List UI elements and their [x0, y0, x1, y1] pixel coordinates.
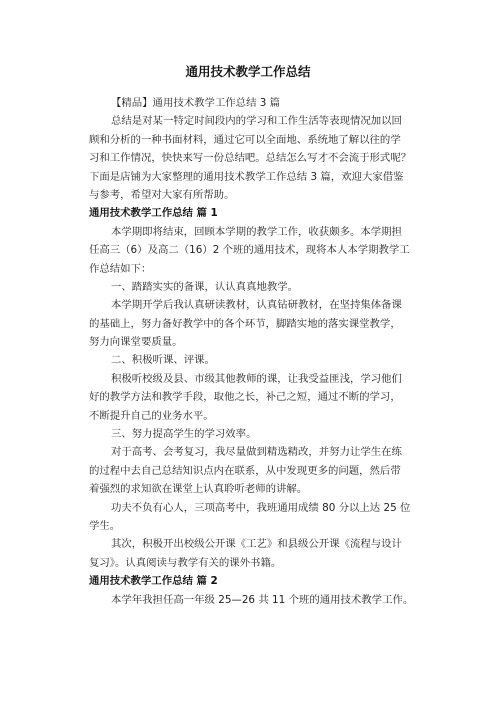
body-text-line: 学生。: [89, 519, 121, 532]
body-text-line: 习和工作情况，快快来写一份总结吧。总结怎么写才不会流于形式呢？: [89, 152, 412, 165]
body-text-line: 任高三（6）及高二（16）2 个班的通用技术，现将本人本学期教学工: [89, 244, 410, 257]
body-text-line: 二、积极听课、评课。: [111, 354, 215, 367]
body-text-line: 作总结如下：: [89, 262, 152, 275]
body-text-line: 本学年我担任高一年级 25—26 共 11 个班的通用技术教学工作。: [111, 593, 414, 606]
body-text-line: 【精品】通用技术教学工作总结 3 篇: [111, 97, 281, 109]
body-text-line: 着强烈的求知欲在课堂上认真聆听老师的讲解。: [89, 483, 308, 496]
body-text-line: 好的教学方法和教学手段，取他之长，补己之短，通过不断的学习，: [89, 391, 401, 404]
body-text-line: 不断提升自己的业务水平。: [89, 409, 214, 422]
body-text-line: 的基础上，努力备好教学中的各个环节，脚踏实地的落实课堂教学，: [89, 317, 401, 330]
body-text-line: 其次，积极开出校级公开课《工艺》和县级公开课《流程与设计: [111, 538, 402, 551]
body-text-line: 顾和分析的一种书面材料，通过它可以全面地、系统地了解以往的学: [89, 133, 401, 146]
body-text-line: 复习》。认真阅读与教学有关的课外书籍。: [89, 556, 282, 569]
section-heading: 通用技术教学工作总结 篇 2: [89, 575, 218, 588]
body-text-line: 的过程中去自己总结知识点内在联系，从中发现更多的问题，然后带: [89, 464, 401, 477]
body-text-line: 努力向课堂要质量。: [89, 336, 183, 349]
body-text-line: 本学期即将结束，回顾本学期的教学工作，收获颇多。本学期担: [111, 225, 402, 238]
body-text-line: 本学期开学后我认真研读教材，认真钻研教材，在坚持集体备课: [111, 299, 402, 312]
body-text-line: 一、踏踏实实的备课，认认真真地教学。: [111, 280, 299, 293]
body-text-line: 与参考，希望对大家有所帮助。: [89, 188, 235, 201]
body-text-line: 积极听校级及县、市级其他教师的课，让我受益匪浅，学习他们: [111, 372, 402, 385]
body-text-line: 对于高考、会考复习，我尽量做到精选精改，并努力让学生在练: [111, 446, 402, 459]
body-text-line: 总结是对某一特定时间段内的学习和工作生活等表现情况加以回: [111, 115, 402, 128]
document-body: [89, 94, 433, 609]
document-title: 通用技术教学工作总结: [185, 64, 311, 79]
section-heading: 通用技术教学工作总结 篇 1: [89, 207, 218, 220]
body-text-line: 三、努力提高学生的学习效率。: [111, 428, 257, 441]
body-text-line: 下面是店铺为大家整理的通用技术教学工作总结 3 篇，欢迎大家借鉴: [89, 170, 404, 183]
body-text-line: 功夫不负有心人，三项高考中，我班通用成绩 80 分以上达 25 位: [111, 501, 411, 514]
